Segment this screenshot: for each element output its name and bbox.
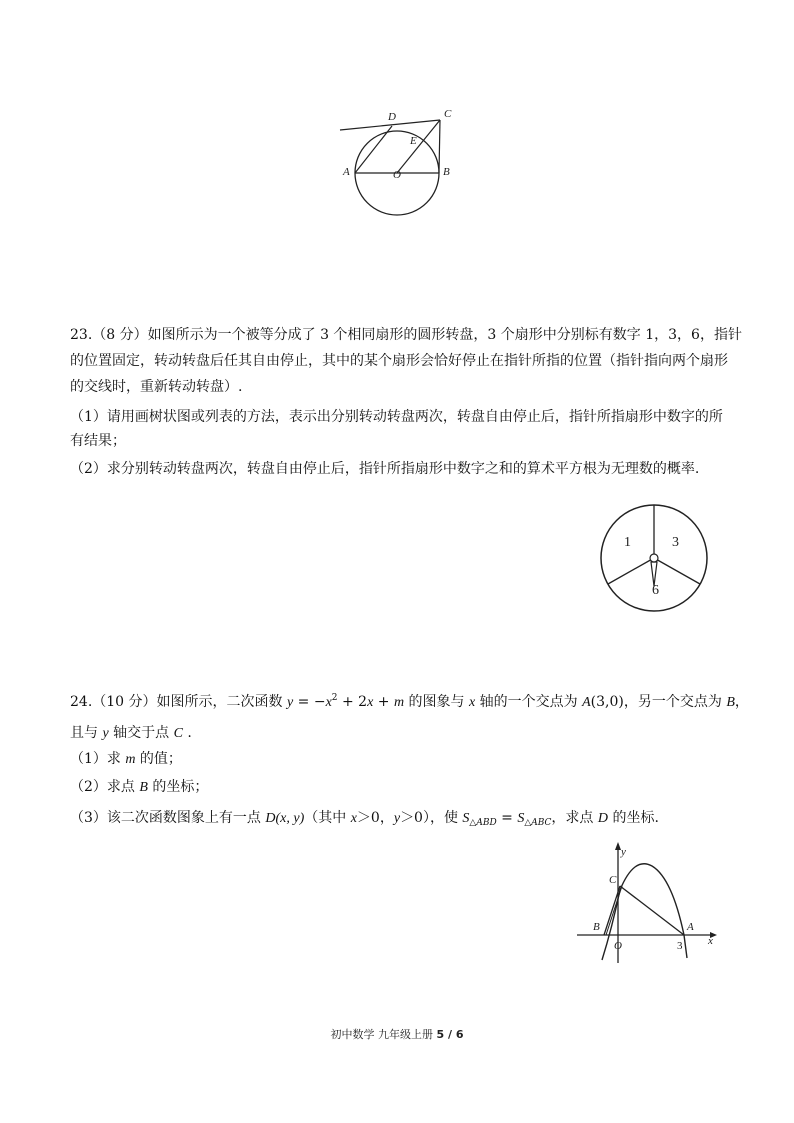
var-x: x: [367, 695, 374, 710]
q24-line2-b: 轴交于点: [108, 725, 174, 741]
var-m: m: [125, 752, 136, 767]
q23-part1-line1: （1）请用画树状图或列表的方法，表示出分别转动转盘两次，转盘自由停止后，指针所指扇形中数字的所: [70, 409, 723, 425]
q23-line1: 23.（8 分）如图所示为一个被等分成了 3 个相同扇形的圆形转盘，3 个扇形中分别标有数字 1，3，6，指针: [70, 327, 742, 343]
graph-label-a: A: [687, 921, 694, 933]
q24-line2: [70, 720, 730, 747]
circle-tangent-figure: [330, 100, 470, 220]
area-s: S: [462, 811, 470, 826]
q24-p3-c: ＞0，: [356, 810, 394, 826]
eq-part1: = −: [293, 694, 326, 710]
graph-label-c: C: [609, 874, 617, 886]
spinner-center: [650, 554, 658, 562]
parabola-graph: [572, 838, 722, 968]
q24-part3: [70, 805, 730, 836]
q24-part2: [70, 774, 730, 801]
point-c: C: [173, 726, 183, 741]
spinner-number-1: 1: [624, 535, 631, 550]
point-a-coord: (3,0): [590, 694, 624, 710]
q23-line3: 的交线时，重新转动转盘）.: [70, 379, 243, 395]
graph-label-y: y: [621, 846, 626, 858]
spinner-number-3: 3: [672, 535, 679, 550]
segment-oc: [397, 120, 440, 173]
label-o: O: [393, 169, 401, 181]
var-m: m: [393, 695, 405, 710]
q24-p3-g: 的坐标.: [608, 810, 659, 826]
q24-line1: [70, 685, 749, 716]
q24-intro-d: ，另一个交点为: [623, 694, 727, 710]
q24-p3-b: （其中: [304, 810, 351, 826]
label-c: C: [444, 108, 452, 120]
q24-intro-a: 24.（10 分）如图所示，二次函数: [70, 694, 287, 710]
page-number: 5 / 6: [436, 1028, 464, 1041]
eq-part3: +: [373, 694, 394, 710]
spinner-divider-right: [654, 558, 700, 584]
q24-p1-a: （1）求: [70, 751, 126, 767]
q24-p1-b: 的值；: [135, 751, 182, 767]
q24-p3-d: ＞0），使: [400, 810, 463, 826]
q23-line2: 的位置固定，转动转盘后任其自由停止，其中的某个扇形会恰好停止在指针所指的位置（指针指向两个扇形: [70, 353, 728, 369]
spinner-number-6: 6: [652, 583, 659, 598]
eq-part2: + 2: [337, 694, 368, 710]
var-y: y: [102, 726, 109, 741]
var-y: y: [393, 811, 401, 826]
segment-ad: [355, 126, 392, 173]
segment-cb: [439, 120, 440, 173]
spinner-figure: [598, 502, 710, 614]
graph-label-x: x: [708, 935, 713, 947]
q24-p2-a: （2）求点: [70, 779, 140, 795]
q24-intro-c: 轴的一个交点为: [475, 694, 583, 710]
point-d: D: [265, 811, 276, 826]
q24-p3-f: ，求点: [551, 810, 598, 826]
var-x: x: [350, 811, 357, 826]
q24-part1: [70, 746, 730, 773]
label-e: E: [410, 135, 417, 147]
q24-line2-c: .: [182, 725, 192, 741]
area-s: S: [517, 811, 525, 826]
label-a: A: [343, 166, 350, 178]
segment-bc-2: [606, 886, 622, 935]
footer-text: 初中数学 九年级上册: [330, 1028, 437, 1041]
subscript-abd: △ABD: [469, 818, 497, 828]
label-d: D: [388, 111, 396, 123]
q24-p2-b: 的坐标；: [147, 779, 209, 795]
point-d: D: [597, 811, 608, 826]
page-footer: [0, 1026, 794, 1042]
q24-intro-e: ，: [734, 694, 749, 710]
point-b: B: [726, 695, 735, 710]
graph-label-o: O: [614, 940, 622, 952]
point-b: B: [139, 780, 148, 795]
graph-label-b: B: [593, 921, 600, 933]
point-a: A: [582, 695, 591, 710]
var-x: x: [468, 695, 476, 710]
q24-line2-a: 且与: [70, 725, 103, 741]
graph-label-3: 3: [677, 940, 683, 952]
var-x: x: [325, 695, 332, 710]
segment-ca: [620, 886, 684, 935]
subscript-abc: △ABC: [524, 818, 552, 828]
q24-p3-a: （3）该二次函数图象上有一点: [70, 810, 266, 826]
point-d-coord: (x, y): [275, 811, 305, 826]
exponent-2: 2: [331, 693, 338, 703]
q24-p3-e: =: [496, 810, 518, 826]
label-b: B: [443, 166, 450, 178]
q23-part1-line2: 有结果；: [70, 433, 126, 449]
q23-part2: （2）求分别转动转盘两次，转盘自由停止后，指针所指扇形中数字之和的算术平方根为无理数的概率.: [70, 461, 700, 477]
spinner-divider-left: [608, 558, 654, 584]
q24-intro-b: 的图象与: [404, 694, 469, 710]
var-y: y: [286, 695, 294, 710]
